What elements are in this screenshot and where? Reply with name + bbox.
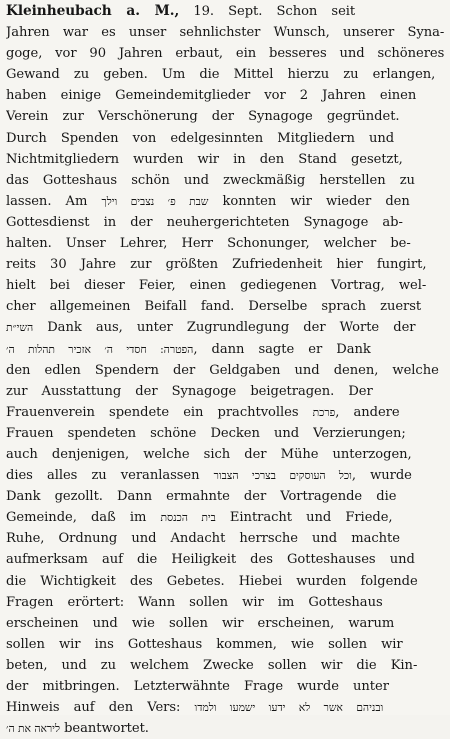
article-line: Frauenverein spendete ein prachtvolles פרכת, andere [6,404,400,420]
article-line: erscheinen und wie sollen wir erscheinen, warum [6,615,395,631]
article-line: Ruhe, Ordnung und Andacht herrsche und machte [6,531,400,547]
hebrew-phrase: פרכת [312,405,336,419]
article-line: cher allgemeinen Beifall fand. Derselbe sprach zuerst [6,299,422,315]
article-line: beten, und zu welchem Zwecke sollen wir die Kin- [6,657,418,673]
hebrew-phrase: השי״ת [6,321,34,335]
article-line: zur Ausstattung der Synagoge beigetragen. Der [6,383,373,399]
article-line: den edlen Spendern der Geldgaben und denen, welche [6,362,439,378]
article-line: Gewand zu geben. Um die Mittel hierzu zu erlangen, [6,67,436,83]
article-line: die Wichtigkeit des Gebetes. Hiebei wurden folgende [6,573,418,589]
hebrew-phrase: ליראה את ה׳ [6,722,60,736]
article-line: Gemeinde, daß im בית הכנסת Eintracht und Friede, [6,510,393,526]
article-line: Hinweis auf den Vers: ובניהם אשר לא ידעו ישמעו ולמדו [6,700,384,716]
hebrew-phrase: הפטרה: חסדי ה׳ אזכיר תהלות ה׳ [6,342,194,356]
article-line: Gottesdienst in der neuhergerichteten Synagoge ab- [6,214,403,230]
article-line: aufmerksam auf die Heiligkeit des Gotteshauses und [6,552,415,568]
article-line: auch denjenigen, welche sich der Mühe unterzogen, [6,446,412,462]
article-line: Jahren war es unser sehnlichster Wunsch, unserer Syna- [6,25,444,41]
hebrew-phrase: וכל העוסקים בצרכי הצבור [213,469,352,483]
article-line: הפטרה: חסדי ה׳ אזכיר תהלות ה׳, dann sagte er Dank [6,341,371,357]
article-line: hielt bei dieser Feier, einen gediegenen Vortrag, wel- [6,278,427,294]
article-line: Kleinheubach a. M., 19. Sept. Schon seit [6,3,356,19]
article-line: Dank gezollt. Dann ermahnte der Vortragende die [6,489,397,505]
article-line: Durch Spenden von edelgesinnten Mitgliedern und [6,130,395,146]
article-line: ליראה את ה׳ beantwortet. [6,721,149,737]
article-line: halten. Unser Lehrer, Herr Schonunger, welcher be- [6,236,411,252]
article-line: השי״ת Dank aus, unter Zugrundlegung der Worte der [6,320,416,336]
hebrew-phrase: בית הכנסת [160,511,216,525]
article-line: reits 30 Jahre zur größten Zufriedenheit hier fungirt, [6,257,427,273]
article-line: Verein zur Verschönerung der Synagoge gegründet. [6,109,400,125]
article-line: der mitbringen. Letzterwähnte Frage wurde unter [6,679,389,694]
hebrew-phrase: ובניהם אשר לא ידעו ישמעו ולמדו [194,701,384,715]
article-line: Frauen spendeten schöne Decken und Verzierungen; [6,425,406,441]
article-line: goge, vor 90 Jahren erbaut, ein besseres und schöneres [6,46,444,62]
article-line: Nichtmitgliedern wurden wir in den Stand gesetzt, [6,151,403,167]
article-line: haben einige Gemeindemitglieder vor 2 Jahren einen [6,88,417,104]
article-place-name: Kleinheubach a. M., [6,3,180,19]
article-line: sollen wir ins Gotteshaus kommen, wie sollen wir [6,636,403,652]
article-line: Fragen erörtert: Wann sollen wir im Gotteshaus [6,594,383,610]
article-line: dies alles zu veranlassen וכל העוסקים בצרכי הצבור, wurde [6,468,412,484]
article-line: das Gotteshaus schön und zweckmäßig herstellen zu [6,172,415,188]
article-line: lassen. Am שבת פ׳ נצבים וילך konnten wir wieder den [6,193,410,209]
hebrew-phrase: שבת פ׳ נצבים וילך [101,194,209,208]
